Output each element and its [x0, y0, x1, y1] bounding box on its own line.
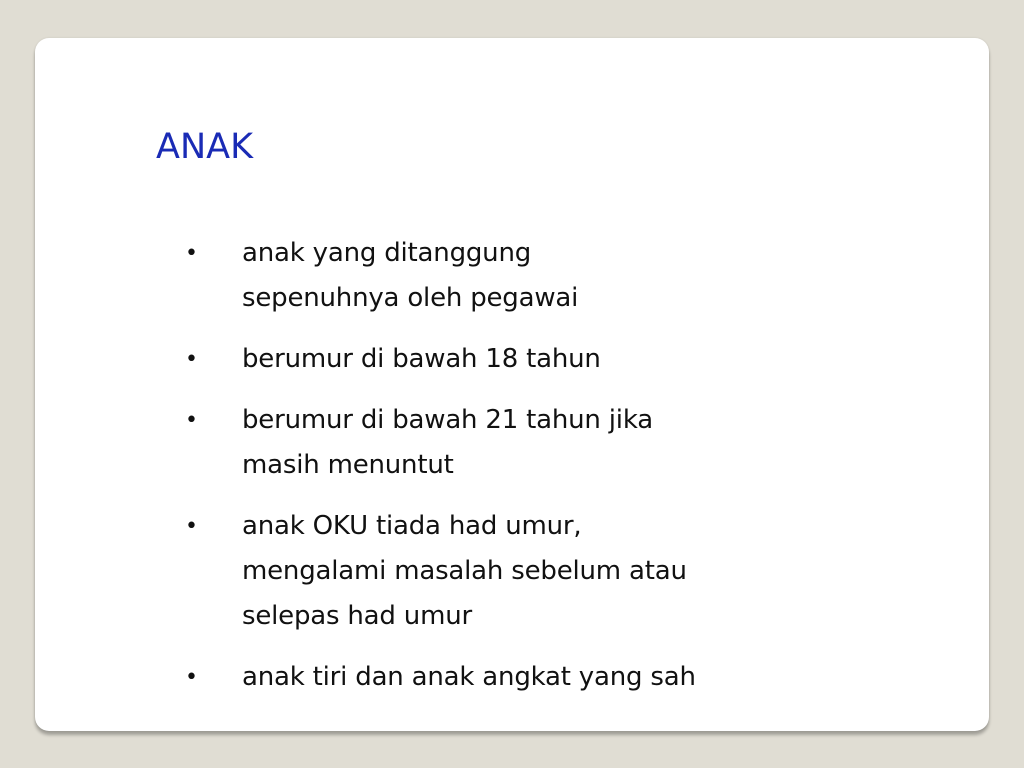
- bullet-text: anak yang ditanggung sepenuhnya oleh pegawai: [242, 238, 579, 313]
- bullet-dot: •: [185, 408, 198, 433]
- bullet-text: anak tiri dan anak angkat yang sah: [242, 662, 696, 692]
- bullet-list: [185, 231, 845, 716]
- slide-title: ANAK: [156, 127, 254, 167]
- bullet-text: berumur di bawah 18 tahun: [242, 344, 601, 374]
- bullet-dot: •: [185, 514, 198, 539]
- slide-panel: [35, 38, 989, 731]
- bullet-item-under-18: [185, 337, 845, 382]
- bullet-text: anak OKU tiada had umur, mengalami masalah sebelum atau selepas had umur: [242, 511, 687, 631]
- bullet-dot: •: [185, 241, 198, 266]
- bullet-item-step-adopted: [185, 655, 845, 700]
- bullet-item-dependent: [185, 231, 845, 321]
- bullet-text: berumur di bawah 21 tahun jika masih menuntut: [242, 405, 653, 480]
- bullet-dot: •: [185, 665, 198, 690]
- bullet-item-under-21: [185, 398, 845, 488]
- bullet-item-oku: [185, 504, 845, 639]
- bullet-dot: •: [185, 347, 198, 372]
